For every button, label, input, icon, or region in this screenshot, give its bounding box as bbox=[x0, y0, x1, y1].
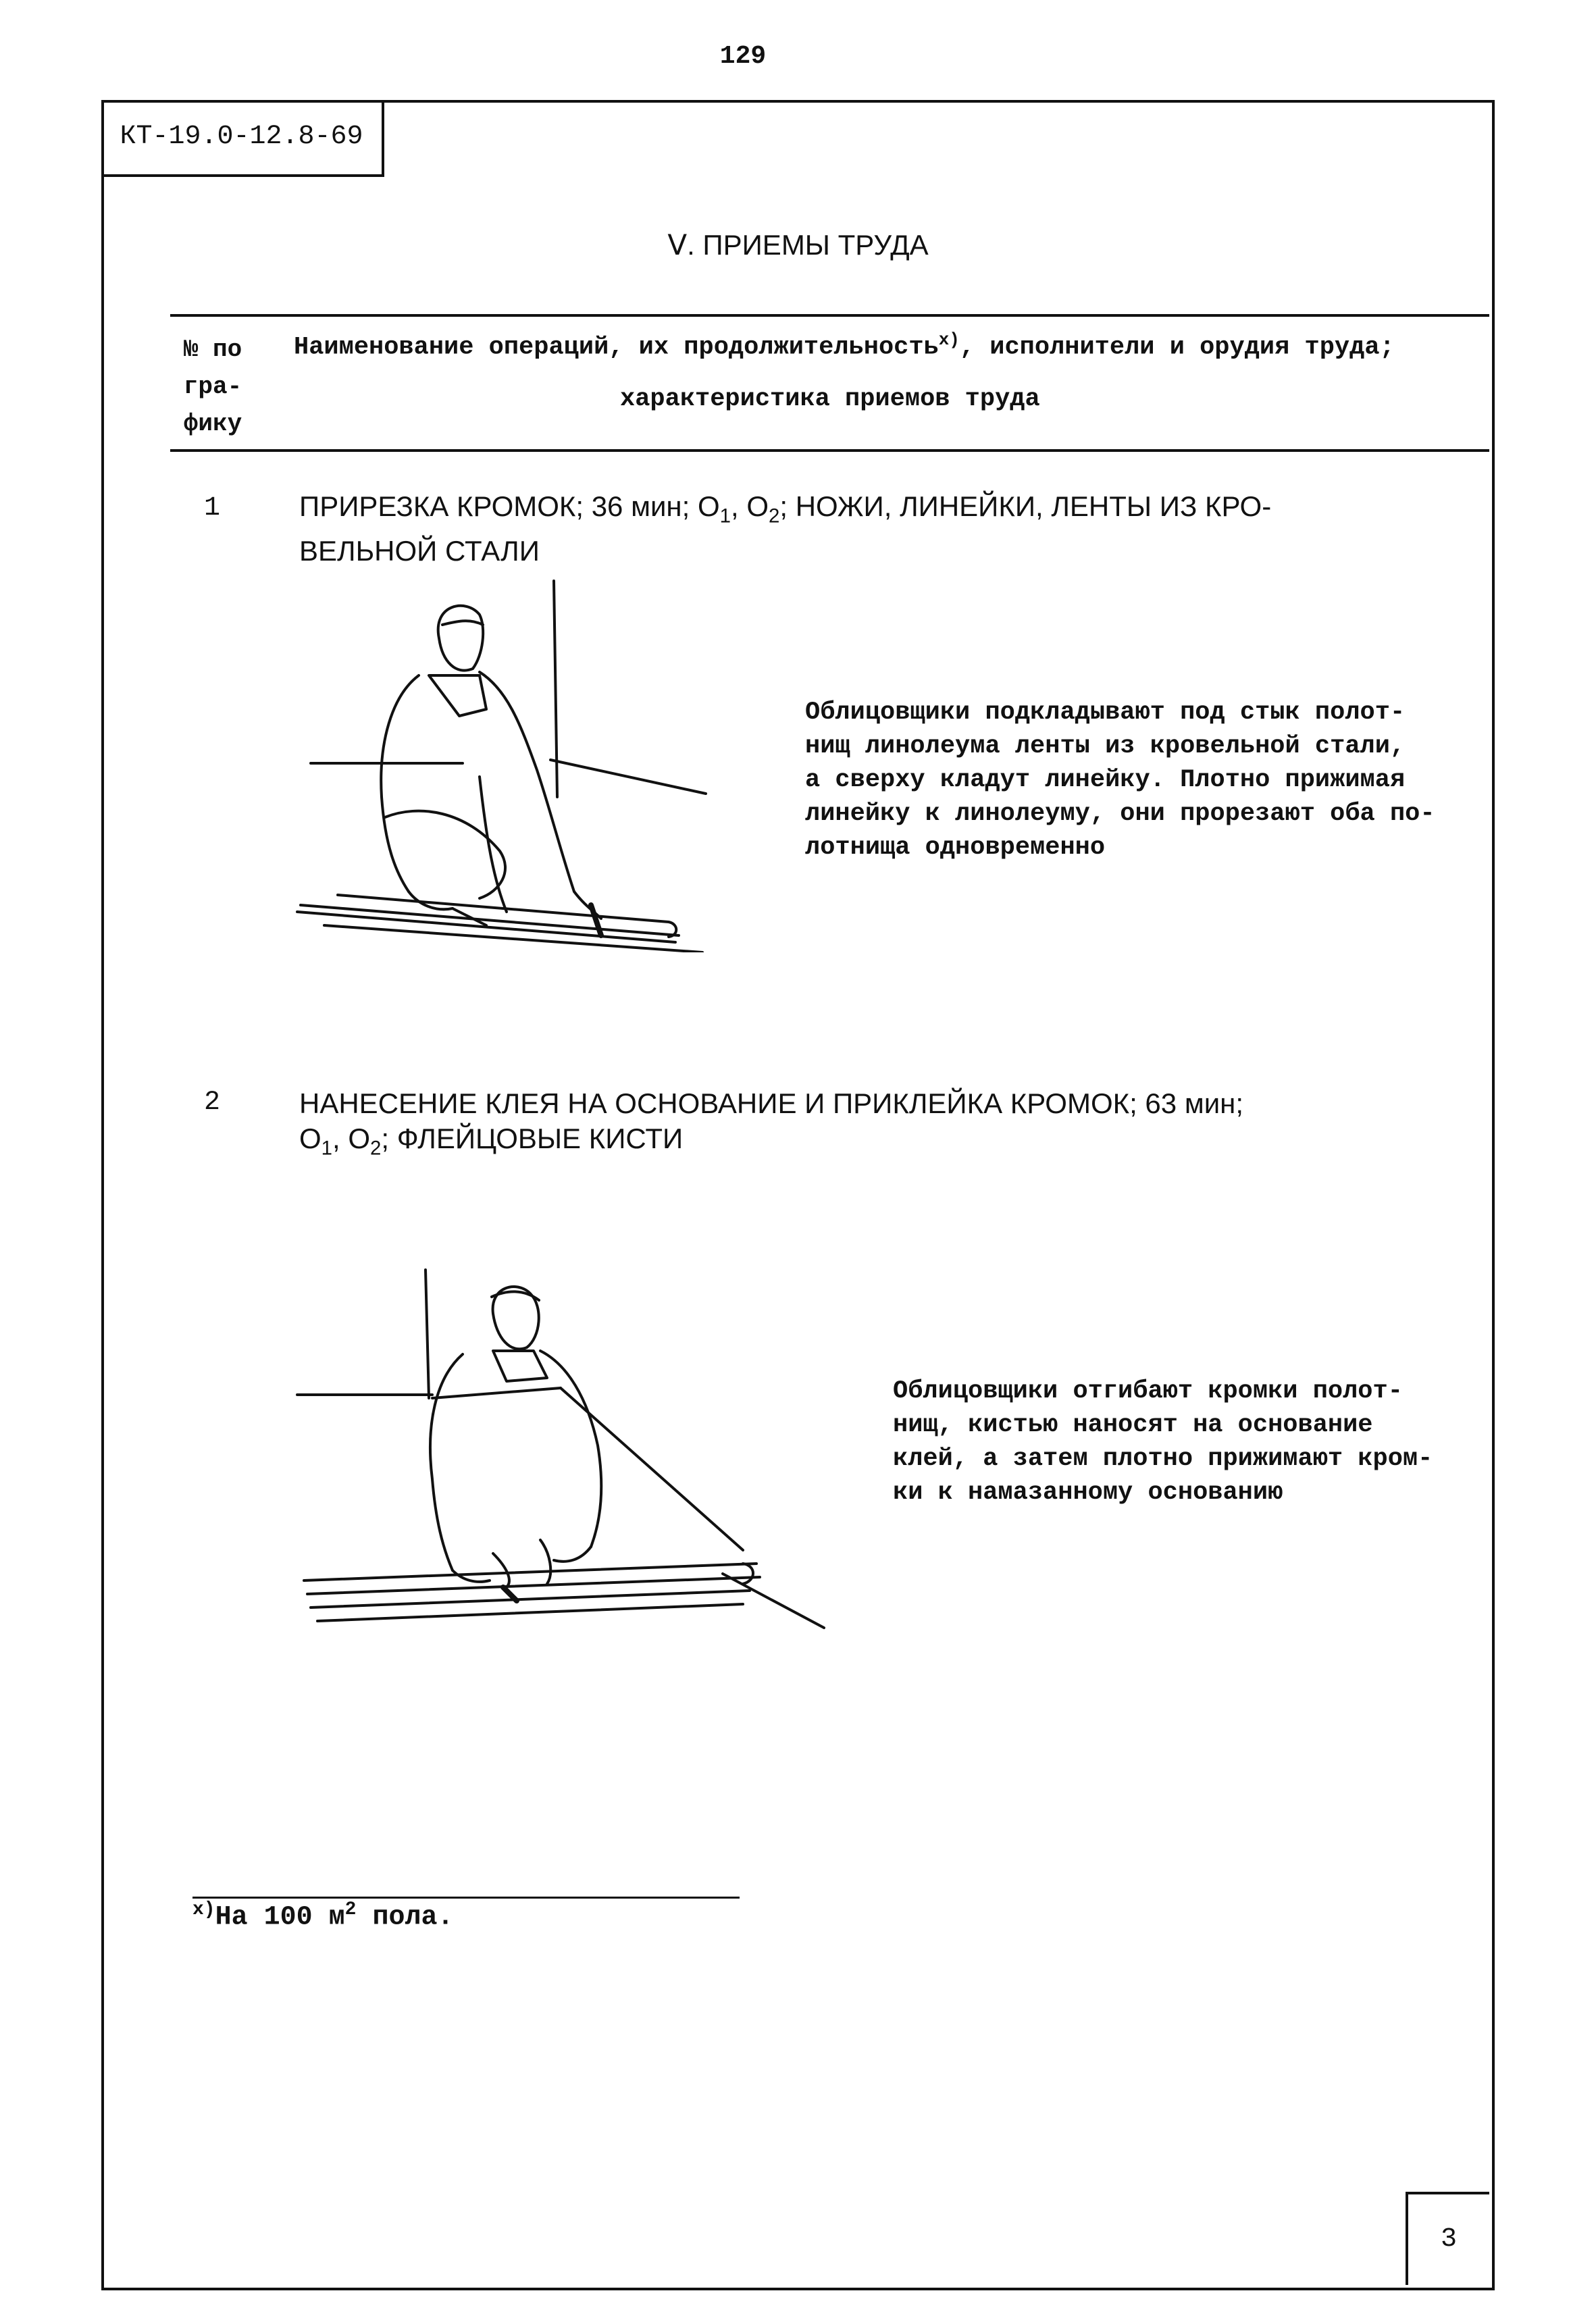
operation-description-1 bbox=[805, 696, 1487, 865]
description-1-line: нищ линолеума ленты из кровельной стали, bbox=[805, 732, 1406, 761]
description-2-line: Облицовщики отгибают кромки полот- bbox=[893, 1377, 1403, 1406]
illustration-gluing-edges bbox=[290, 1263, 831, 1641]
operation-title-1-rest: ; НОЖИ, ЛИНЕЙКИ, ЛЕНТЫ ИЗ КРО- bbox=[779, 490, 1272, 522]
description-2-line: ки к намазанному основанию bbox=[893, 1479, 1283, 1507]
operation-title-1-line1 bbox=[299, 489, 1488, 534]
operation-description-2 bbox=[893, 1374, 1487, 1510]
sheet-number: 3 bbox=[1406, 2192, 1489, 2285]
illustration-edge-trimming bbox=[284, 574, 716, 952]
footnote-text-end: пола. bbox=[356, 1902, 454, 1933]
column-header-number bbox=[162, 331, 263, 442]
description-1-line: а сверху кладут линейку. Плотно прижимая bbox=[805, 766, 1406, 794]
description-1-line: линейку к линолеуму, они прорезают оба по- bbox=[805, 800, 1435, 828]
description-2-line: клей, а затем плотно прижимают кром- bbox=[893, 1445, 1433, 1473]
footnote-superscript: 2 bbox=[344, 1899, 357, 1920]
header-top-rule bbox=[170, 314, 1489, 317]
header-bottom-rule bbox=[170, 449, 1489, 452]
column-header-characteristics: характеристика приемов труда bbox=[620, 385, 1040, 413]
operation-title-1-sub2: 2 bbox=[769, 505, 780, 528]
column-header-footnote-mark: х) bbox=[938, 330, 960, 350]
operation-title-1-line2: ВЕЛЬНОЙ СТАЛИ bbox=[299, 535, 540, 567]
description-2-line: нищ, кистью наносят на основание bbox=[893, 1411, 1373, 1439]
operation-title-2-mid: , О bbox=[332, 1123, 371, 1154]
operation-title-2-text: О bbox=[299, 1123, 321, 1154]
operation-title-1-text: ПРИРЕЗКА КРОМОК; 36 мин; О bbox=[299, 490, 720, 522]
page-number: 129 bbox=[719, 42, 767, 71]
document-code: КТ-19.0-12.8-69 bbox=[101, 100, 384, 177]
footnote-mark: х) bbox=[192, 1899, 215, 1920]
footnote bbox=[192, 1899, 453, 1932]
operation-title-1-sub1: 1 bbox=[719, 505, 731, 528]
operation-title-1-mid: , О bbox=[730, 490, 769, 522]
operation-title-2-sub1: 1 bbox=[321, 1137, 333, 1160]
column-header-text: Наименование операций, их продолжительность bbox=[294, 333, 939, 362]
page-frame bbox=[101, 100, 1495, 2290]
footnote-rule bbox=[192, 1897, 740, 1899]
operation-title-1 bbox=[299, 489, 1488, 569]
operation-number-1: 1 bbox=[204, 493, 221, 523]
operation-title-2-line1: НАНЕСЕНИЕ КЛЕЯ НА ОСНОВАНИЕ И ПРИКЛЕЙКА КРОМОК; 63 мин; bbox=[299, 1087, 1244, 1119]
column-header-operations bbox=[294, 330, 1395, 361]
operation-title-2-rest: ; ФЛЕЙЦОВЫЕ КИСТИ bbox=[381, 1123, 684, 1154]
description-1-line: лотнища одновременно bbox=[805, 833, 1106, 862]
operation-title-2 bbox=[299, 1086, 1488, 1166]
operation-title-2-line2 bbox=[299, 1121, 1488, 1166]
section-title: Ⅴ. ПРИЕМЫ ТРУДА bbox=[667, 229, 929, 261]
column-header-number-text: № по гра-фику bbox=[183, 336, 242, 438]
footnote-text: На 100 м bbox=[215, 1902, 345, 1933]
column-header-text-end: , исполнители и орудия труда; bbox=[959, 333, 1395, 362]
description-1-line: Облицовщики подкладывают под стык полот- bbox=[805, 698, 1406, 727]
operation-title-2-sub2: 2 bbox=[370, 1137, 382, 1160]
operation-number-2: 2 bbox=[204, 1087, 221, 1118]
